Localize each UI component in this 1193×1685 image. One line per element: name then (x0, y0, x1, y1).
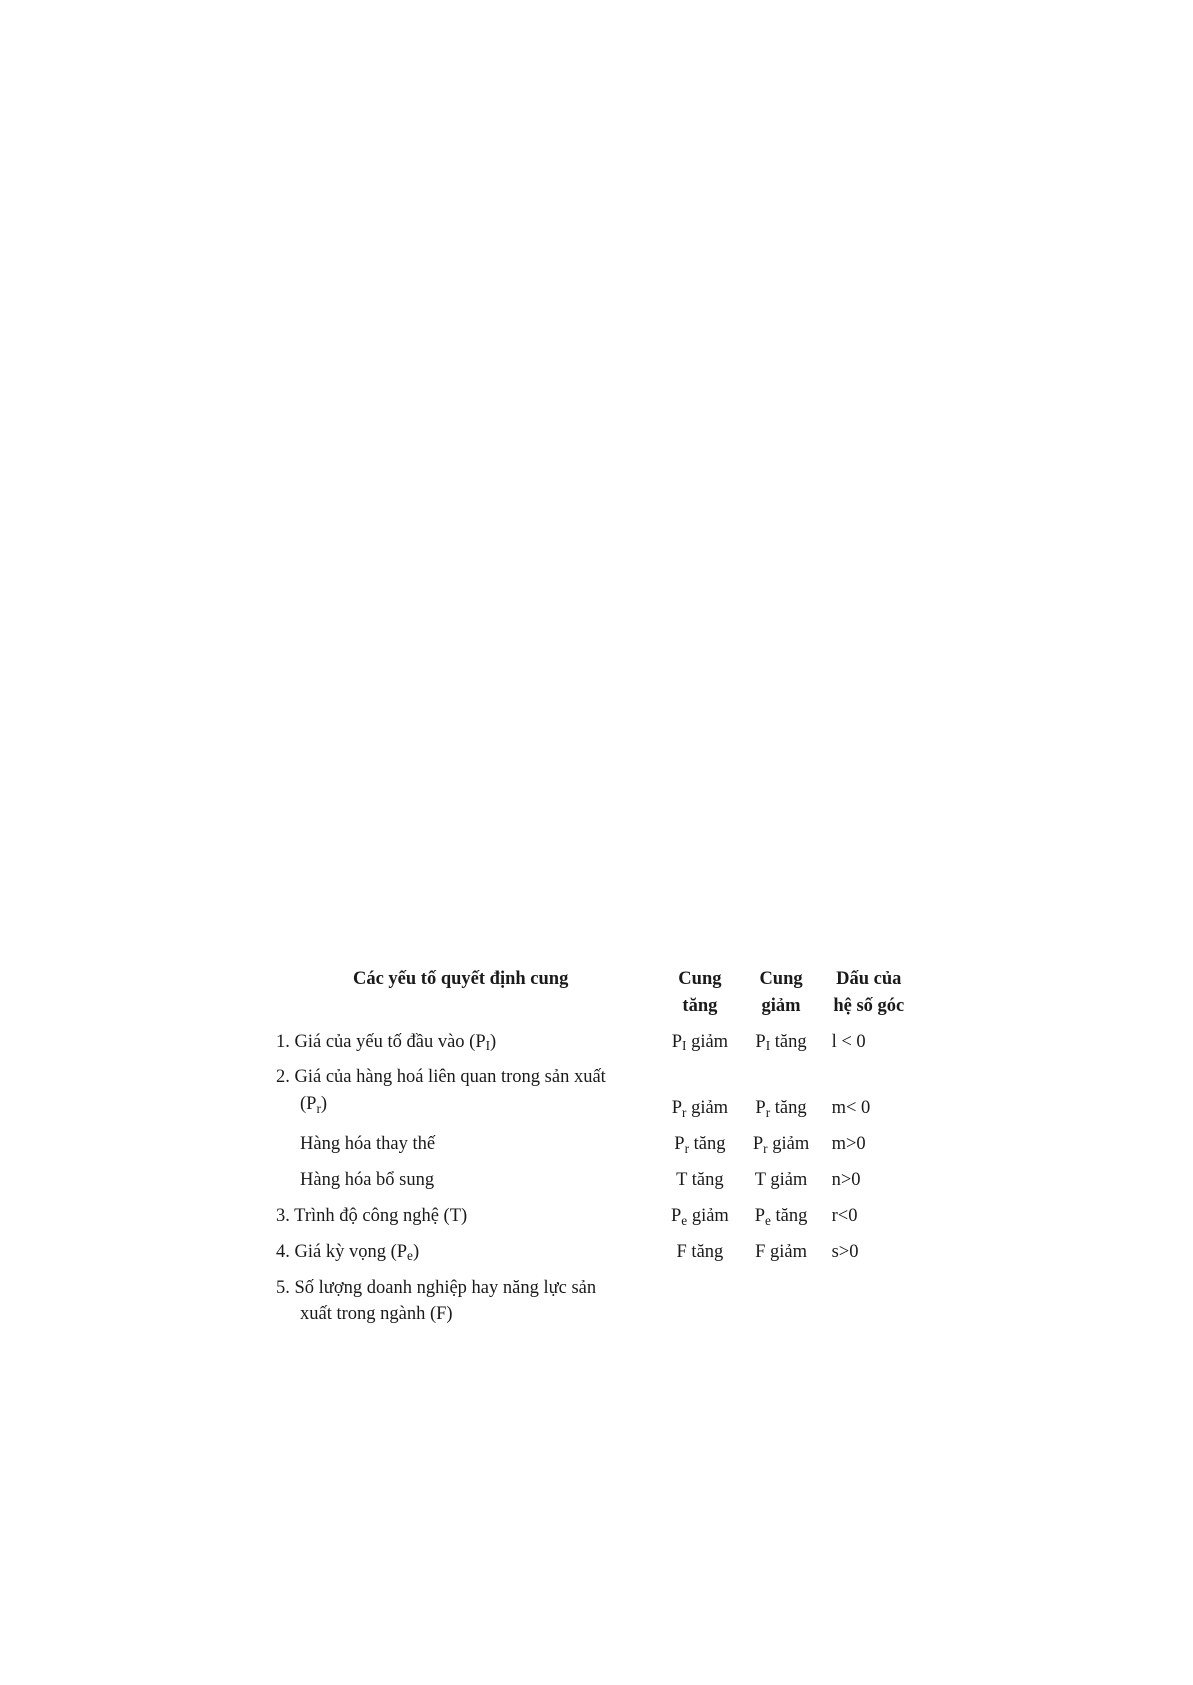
row-supply-increase (659, 1020, 740, 1056)
row-factor-text: 4. Giá kỳ vọng (P (276, 1241, 408, 1262)
row-factor (276, 1122, 659, 1158)
row-factor-text: 1. Giá của yếu tố đầu vào (P (276, 1031, 486, 1052)
row-supply-increase-sub: I (682, 1038, 687, 1054)
row-supply-decrease (740, 1055, 821, 1122)
row-supply-increase-sub: r (682, 1105, 687, 1121)
table-row (276, 1020, 916, 1056)
header-factors: Các yếu tố quyết định cung (352, 969, 569, 989)
row-slope-sign (822, 1266, 916, 1329)
row-factor-line2-sub: r (316, 1100, 321, 1116)
header-supply-increase (659, 966, 740, 1020)
header-slope-sign (822, 966, 916, 1020)
row-factor-text: Hàng hóa thay thế (300, 1134, 436, 1155)
row-slope-sign: m< 0 (831, 1098, 871, 1119)
row-supply-decrease-text: P (754, 1205, 765, 1226)
row-slope-sign: s>0 (831, 1241, 859, 1262)
table (276, 966, 916, 1328)
row-factor-text: 5. Số lượng doanh nghiệp hay năng lực sản (276, 1277, 597, 1298)
row-supply-decrease-tail: tăng (770, 1205, 808, 1226)
row-supply-increase-text: P (670, 1205, 682, 1226)
row-supply-increase: T tăng (676, 1170, 724, 1191)
header-slope-sign-line2: hệ số góc (833, 995, 905, 1016)
table-row (276, 1266, 916, 1329)
row-supply-increase (659, 1266, 740, 1329)
row-factor-sub: I (485, 1038, 491, 1054)
row-supply-decrease-sub: r (765, 1105, 771, 1121)
table-row (276, 1122, 916, 1158)
row-factor (276, 1158, 659, 1194)
row-supply-increase-tail: tăng (689, 1134, 726, 1155)
row-supply-increase-tail: giảm (686, 1031, 729, 1052)
row-factor (276, 1230, 659, 1266)
row-slope-sign: n>0 (831, 1170, 861, 1191)
header-supply-decrease-line2: giảm (761, 995, 801, 1016)
row-supply-increase (659, 1055, 740, 1122)
row-factor-tail: ) (490, 1031, 497, 1052)
row-supply-increase-sub: r (684, 1140, 690, 1156)
row-supply-decrease (740, 1020, 821, 1056)
table-row (276, 1194, 916, 1230)
row-factor-line2: xuất trong ngành (F) (300, 1304, 453, 1325)
header-supply-increase-line2: tăng (682, 995, 718, 1016)
row-supply-decrease-tail: tăng (770, 1031, 807, 1052)
row-supply-decrease (740, 1194, 821, 1230)
row-supply-decrease-sub: e (764, 1212, 771, 1228)
row-factor-sub: e (407, 1248, 413, 1264)
row-factor (276, 1055, 659, 1122)
row-supply-decrease (740, 1266, 821, 1329)
header-supply-decrease-line1: Cung (759, 969, 803, 989)
supply-determinants-table (276, 966, 916, 1328)
row-supply-increase-text: P (671, 1098, 683, 1119)
row-supply-decrease: F giảm (755, 1241, 807, 1262)
row-factor: 3. Trình độ công nghệ (T) (276, 1205, 468, 1226)
row-factor (276, 1266, 659, 1329)
table-row (276, 1158, 916, 1194)
row-supply-decrease-sub: I (765, 1038, 771, 1054)
row-supply-decrease (740, 1122, 821, 1158)
row-supply-increase-text: P (671, 1031, 683, 1052)
row-supply-increase: F tăng (676, 1241, 724, 1262)
row-supply-decrease-text: P (752, 1134, 764, 1155)
row-factor-text: 2. Giá của hàng hoá liên quan trong sản xuất (276, 1067, 606, 1088)
row-supply-increase (659, 1122, 740, 1158)
table-header-row (276, 966, 916, 1020)
row-supply-increase-tail: giảm (687, 1205, 729, 1226)
row-supply-increase (659, 1194, 740, 1230)
row-factor-tail: ) (412, 1241, 420, 1262)
row-factor-line2 (276, 1091, 645, 1118)
table-row (276, 1055, 916, 1122)
row-supply-decrease-text: P (755, 1098, 766, 1119)
row-factor (276, 1020, 659, 1056)
row-slope-sign: m>0 (831, 1134, 866, 1155)
header-supply-increase-line1: Cung (678, 969, 722, 989)
header-supply-decrease (740, 966, 821, 1020)
table-row (276, 1230, 916, 1266)
row-slope-sign: l < 0 (831, 1031, 866, 1052)
row-supply-decrease: T giảm (754, 1170, 808, 1191)
row-factor-line2-text: (P (300, 1094, 317, 1115)
row-supply-increase-tail: giảm (686, 1098, 729, 1119)
row-supply-decrease-sub: r (763, 1140, 768, 1156)
row-supply-decrease-text: P (755, 1031, 766, 1052)
row-slope-sign: r<0 (831, 1205, 858, 1226)
row-factor-line2-tail: ) (320, 1094, 328, 1115)
row-supply-decrease-tail: giảm (767, 1134, 810, 1155)
row-supply-increase-sub: e (681, 1212, 688, 1228)
header-slope-sign-line1: Dấu của (836, 969, 902, 989)
row-supply-increase-text: P (674, 1134, 685, 1155)
row-factor-text: Hàng hóa bổ sung (300, 1170, 435, 1191)
row-supply-decrease-tail: tăng (770, 1098, 807, 1119)
